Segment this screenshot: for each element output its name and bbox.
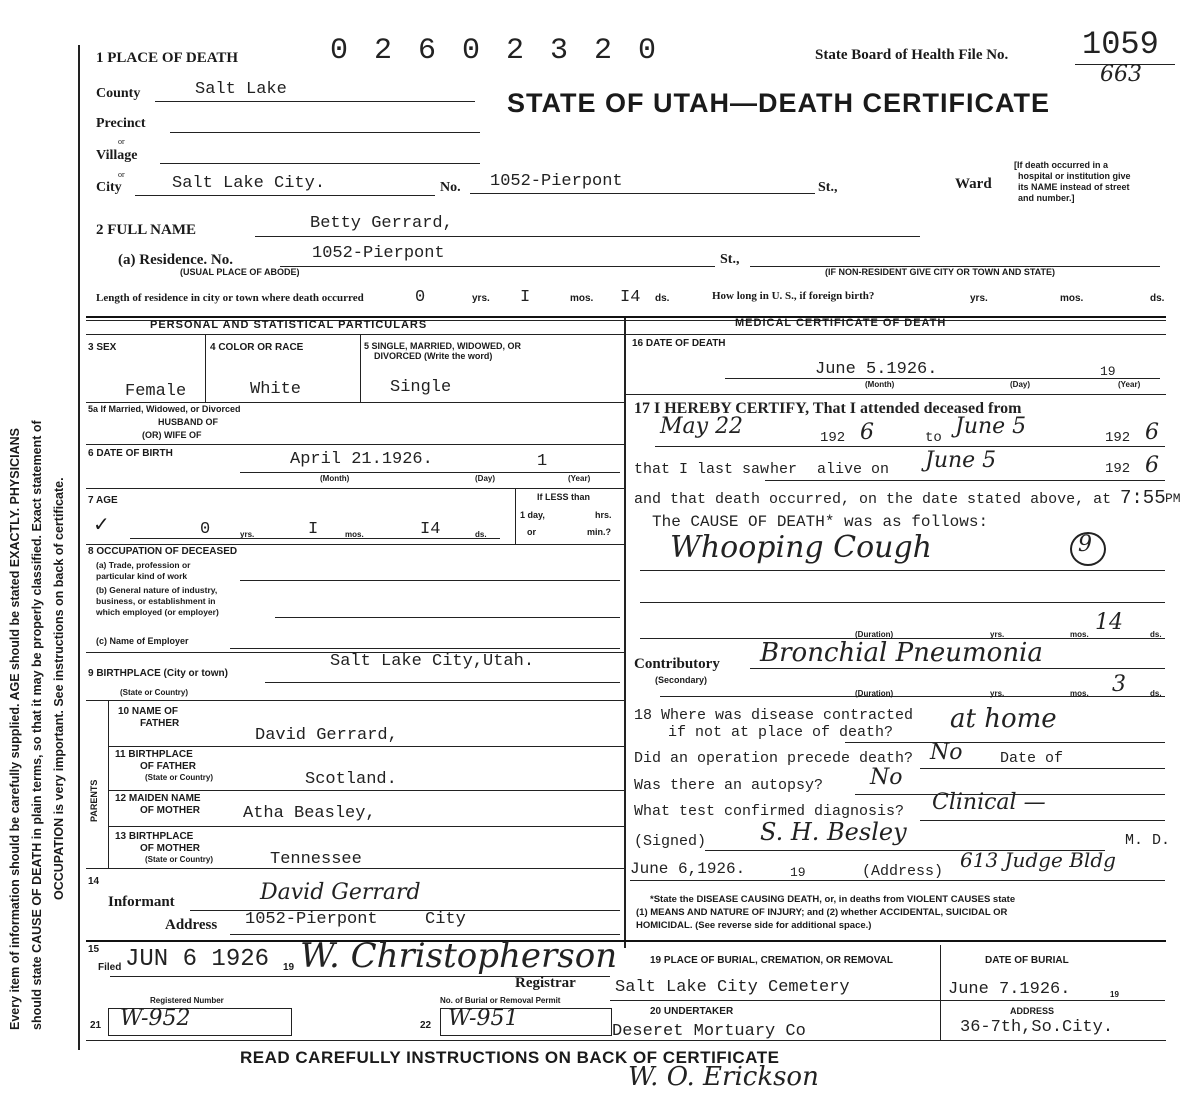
dod-label: 16 DATE OF DEATH	[632, 338, 726, 349]
permit-label: No. of Burial or Removal Permit	[440, 996, 561, 1005]
full-name-value: Betty Gerrard,	[310, 214, 453, 233]
dob-value: April 21.1926.	[290, 450, 433, 469]
full-name-label: 2 FULL NAME	[96, 222, 197, 238]
attended-to-yr: 6	[1145, 420, 1159, 445]
color-value: White	[250, 380, 302, 399]
informant-value: David Gerrard	[260, 880, 421, 905]
occupation-a-1: (a) Trade, profession or	[96, 560, 191, 570]
medical-note-1: *State the DISEASE CAUSING DEATH, or, in deaths from VIOLENT CAUSES state	[650, 894, 1016, 905]
occupation-b-3: which employed (or employer)	[96, 607, 219, 617]
mother-label-1: 12 MAIDEN NAME	[115, 793, 201, 804]
residence-value: 1052-Pierpont	[312, 244, 445, 263]
test-value: Clinical —	[932, 790, 1046, 815]
dob-day-label: (Day)	[475, 474, 496, 483]
autopsy-value: No	[870, 765, 903, 790]
sex-label: 3 SEX	[88, 342, 117, 353]
length-residence-ds: I4	[620, 288, 641, 307]
less-min-label: min.?	[587, 527, 611, 537]
file-number: 1059	[1082, 26, 1159, 63]
or-text-1: or	[118, 137, 125, 146]
marital-label-2: DIVORCED (Write the word)	[374, 351, 493, 361]
length-mos-label: mos.	[570, 293, 594, 304]
occupation-label: 8 OCCUPATION OF DECEASED	[88, 546, 238, 557]
parents-label: PARENTS	[89, 779, 99, 822]
duration-2-mos: 3	[1112, 672, 1126, 697]
father-value: David Gerrard,	[255, 726, 398, 745]
to-label: to	[925, 430, 942, 446]
disease-contracted-label-2: if not at place of death?	[668, 724, 894, 741]
last-saw-19: 192	[1105, 461, 1131, 477]
length-ds-label: ds.	[655, 293, 670, 304]
street-label: St.,	[818, 180, 838, 195]
marital-value: Single	[390, 378, 452, 397]
operation-date-label: Date of	[1000, 750, 1064, 767]
us-mos-label: mos.	[1060, 293, 1084, 304]
county-label: County	[96, 86, 141, 101]
dod-month-label: (Month)	[865, 380, 895, 389]
undertaker-address-value: 36-7th,So.City.	[960, 1018, 1114, 1037]
dod-year-label: (Year)	[1118, 380, 1141, 389]
attended-from-yr: 6	[860, 420, 874, 445]
age-label: 7 AGE	[88, 495, 118, 506]
institution-note-4: and number.]	[1018, 193, 1075, 203]
last-saw-label-2: alive on	[817, 461, 890, 478]
last-saw-label: that I last saw	[634, 461, 770, 478]
attended-to-19: 192	[1105, 430, 1131, 446]
duration-2-yrs: yrs.	[990, 689, 1005, 698]
burial-date-value: June 7.1926.	[948, 980, 1071, 999]
less-or-label: or	[527, 527, 536, 537]
time-of-death: 7:55	[1120, 487, 1166, 509]
footer-signature: W. O. Erickson	[628, 1062, 819, 1092]
dob-label: 6 DATE OF BIRTH	[88, 448, 173, 459]
mother-birthplace-value: Tennessee	[270, 850, 362, 869]
burial-place-value: Salt Lake City Cemetery	[615, 978, 850, 997]
md-label: M. D.	[1125, 832, 1171, 849]
duration-2-ds: ds.	[1150, 689, 1162, 698]
footer-instructions: READ CAREFULLY INSTRUCTIONS ON BACK OF CERTIFICATE	[240, 1048, 780, 1067]
residence-label: (a) Residence. No.	[118, 252, 233, 268]
burial-place-label: 19 PLACE OF BURIAL, CREMATION, OR REMOVAL	[650, 955, 893, 966]
institution-note-3: its NAME instead of street	[1018, 182, 1130, 192]
informant-number: 14	[88, 876, 100, 887]
father-birthplace-label-3: (State or Country)	[145, 773, 213, 782]
father-birthplace-label-1: 11 BIRTHPLACE	[115, 749, 193, 760]
age-ds: I4	[420, 520, 441, 539]
margin-instruction-2: should state CAUSE OF DEATH in plain terms, so that it may be properly classified. Exact statement of	[30, 420, 44, 1030]
city-value: Salt Lake City.	[172, 174, 326, 193]
age-ds-label: ds.	[475, 530, 487, 539]
age-mos-label: mos.	[345, 530, 364, 539]
us-residence-label: How long in U. S., if foreign birth?	[712, 290, 875, 302]
precinct-label: Precinct	[96, 116, 146, 131]
mother-label-2: OF MOTHER	[140, 805, 200, 816]
undertaker-value: Deseret Mortuary Co	[612, 1022, 806, 1041]
occupation-a-2: particular kind of work	[96, 571, 188, 581]
length-residence-mos: I	[520, 288, 531, 307]
cause-value: Whooping Cough	[670, 530, 933, 565]
mother-birthplace-label-1: 13 BIRTHPLACE	[115, 831, 194, 842]
mother-birthplace-label-2: OF MOTHER	[140, 843, 200, 854]
registrar-label: Registrar	[515, 975, 576, 991]
contributory-value: Bronchial Pneumonia	[760, 638, 1043, 668]
street-number-value: 1052-Pierpont	[490, 172, 623, 191]
less-day-label: 1 day,	[520, 510, 545, 520]
permit-value: W-951	[448, 1006, 519, 1031]
spouse-label-3: (OR) WIFE OF	[142, 430, 202, 440]
or-text-2: or	[118, 170, 125, 179]
spouse-label-2: HUSBAND OF	[158, 417, 218, 427]
page-title: STATE OF UTAH—DEATH CERTIFICATE	[507, 88, 1050, 118]
dob-one: 1	[537, 452, 548, 471]
dod-value: June 5.1926.	[815, 360, 938, 379]
cause-label: The CAUSE OF DEATH* was as follows:	[652, 513, 989, 531]
length-residence-label: Length of residence in city or town where death occurred	[96, 292, 364, 304]
father-label-1: 10 NAME OF	[118, 706, 179, 717]
operation-value: No	[930, 740, 963, 765]
medical-note-2: (1) MEANS AND NATURE OF INJURY; and (2) whether ACCIDENTAL, SUICIDAL OR	[636, 907, 1008, 918]
filed-label: Filed	[98, 962, 122, 973]
informant-label: Informant	[108, 894, 175, 910]
burial-date-label: DATE OF BURIAL	[985, 955, 1069, 966]
duration-1-yrs: yrs.	[990, 630, 1005, 639]
burial-19: 19	[1110, 990, 1119, 999]
county-value: Salt Lake	[195, 80, 287, 99]
undertaker-address-label: ADDRESS	[1010, 1006, 1055, 1016]
operation-label: Did an operation precede death?	[634, 750, 914, 767]
duration-1-mos-label: mos.	[1070, 630, 1089, 639]
informant-address-label: Address	[165, 917, 218, 933]
age-mos: I	[308, 520, 319, 539]
certify-text: 17 I HEREBY CERTIFY, That I attended deceased from	[634, 400, 1022, 417]
age-check: ✓	[93, 514, 110, 536]
disease-contracted-value: at home	[950, 704, 1057, 734]
attended-to: June 5	[955, 414, 1027, 439]
file-number-label: State Board of Health File No.	[815, 47, 1009, 63]
autopsy-label: Was there an autopsy?	[634, 777, 824, 794]
mother-birthplace-label-3: (State or Country)	[145, 855, 213, 864]
usual-abode-note: (USUAL PLACE OF ABODE)	[180, 267, 300, 277]
less-than-label: If LESS than	[537, 492, 591, 502]
permit-index: 22	[420, 1020, 432, 1031]
ward-label: Ward	[955, 176, 992, 192]
employer-label: (c) Name of Employer	[96, 636, 189, 646]
length-residence-yrs: 0	[415, 288, 426, 307]
dob-year-label: (Year)	[568, 474, 591, 483]
death-occurred-label: and that death occurred, on the date stated above, at	[634, 491, 1112, 508]
age-yrs-label: yrs.	[240, 530, 255, 539]
duration-2-mos-label: mos.	[1070, 689, 1089, 698]
us-ds-label: ds.	[1150, 293, 1165, 304]
dob-month-label: (Month)	[320, 474, 350, 483]
father-birthplace-label-2: OF FATHER	[140, 761, 196, 772]
disease-contracted-label-1: 18 Where was disease contracted	[634, 707, 914, 724]
registered-number-value: W-952	[120, 1006, 191, 1031]
registered-number-index: 21	[90, 1020, 102, 1031]
time-pm: PM	[1165, 491, 1181, 506]
test-label: What test confirmed diagnosis?	[634, 803, 905, 820]
personal-header: PERSONAL AND STATISTICAL PARTICULARS	[150, 319, 428, 331]
father-label-2: FATHER	[140, 718, 180, 729]
color-label: 4 COLOR OR RACE	[210, 342, 304, 353]
signed-label: (Signed)	[634, 833, 707, 850]
village-label: Village	[96, 148, 138, 163]
sign-19: 19	[790, 865, 806, 880]
secondary-label: (Secondary)	[655, 675, 708, 685]
margin-instruction-1: Every item of information should be carefully supplied. AGE should be stated EXACTLY. PHYSICIANS	[8, 428, 22, 1030]
sex-value: Female	[125, 382, 187, 401]
attended-from-19: 192	[820, 430, 846, 446]
attended-from: May 22	[660, 414, 744, 439]
margin-instruction-3: OCCUPATION is very important. See instructions on back of certificate.	[52, 477, 66, 900]
duration-1-ds: ds.	[1150, 630, 1162, 639]
certificate-number: 0 2 6 0 2 3 2 0	[330, 34, 661, 68]
contributory-label: Contributory	[634, 656, 720, 672]
medical-note-3: HOMICIDAL. (See reverse side for additional space.)	[636, 920, 872, 931]
registered-number-label: Registered Number	[150, 996, 224, 1005]
street-number-label: No.	[440, 180, 461, 195]
residence-street-label: St.,	[720, 252, 740, 267]
informant-address-value: 1052-Pierpont	[245, 910, 378, 929]
institution-note-2: hospital or institution give	[1018, 171, 1131, 181]
mother-value: Atha Beasley,	[243, 804, 376, 823]
institution-note-1: [If death occurred in a	[1014, 160, 1109, 170]
last-saw-her: her	[770, 461, 798, 478]
age-yrs: 0	[200, 520, 211, 539]
medical-header: MEDICAL CERTIFICATE OF DEATH	[735, 317, 947, 329]
duration-1-mos: 14	[1095, 610, 1123, 635]
birthplace-label: 9 BIRTHPLACE (City or town)	[88, 668, 228, 679]
dod-nineteen: 19	[1100, 364, 1116, 379]
birthplace-value: Salt Lake City,Utah.	[330, 652, 535, 671]
file-number-sub: 663	[1100, 62, 1142, 87]
undertaker-label: 20 UNDERTAKER	[650, 1006, 734, 1017]
filed-number: 15	[88, 944, 100, 955]
filed-19: 19	[283, 962, 295, 973]
birthplace-state-label: (State or Country)	[120, 688, 188, 697]
us-yrs-label: yrs.	[970, 293, 988, 304]
father-birthplace-value: Scotland.	[305, 770, 397, 789]
md-address-label: (Address)	[862, 863, 944, 880]
non-resident-note: (IF NON-RESIDENT GIVE CITY OR TOWN AND STATE)	[825, 267, 1056, 277]
marital-label-1: 5 SINGLE, MARRIED, WIDOWED, OR	[364, 341, 522, 351]
occupation-b-2: business, or establishment in	[96, 596, 216, 606]
signed-value: S. H. Besley	[760, 818, 907, 846]
duration-label-1: (Duration)	[855, 630, 894, 639]
less-hrs-label: hrs.	[595, 510, 612, 520]
informant-address-city: City	[425, 910, 466, 929]
last-saw-yr: 6	[1145, 453, 1159, 478]
sign-date: June 6,1926.	[630, 860, 746, 878]
spouse-label-1: 5a If Married, Widowed, or Divorced	[88, 404, 241, 414]
registrar-signature: W. Christopherson	[300, 936, 618, 976]
dod-day-label: (Day)	[1010, 380, 1031, 389]
length-yrs-label: yrs.	[472, 293, 490, 304]
city-label: City	[96, 180, 122, 195]
last-saw-value: June 5	[925, 448, 997, 473]
md-address-value: 613 Judge Bldg	[960, 848, 1116, 872]
occupation-b-1: (b) General nature of industry,	[96, 585, 218, 595]
duration-label-2: (Duration)	[855, 689, 894, 698]
filed-date: JUN 6 1926	[125, 946, 270, 973]
place-of-death-label: 1 PLACE OF DEATH	[96, 50, 239, 66]
cause-code: 9	[1078, 532, 1092, 557]
